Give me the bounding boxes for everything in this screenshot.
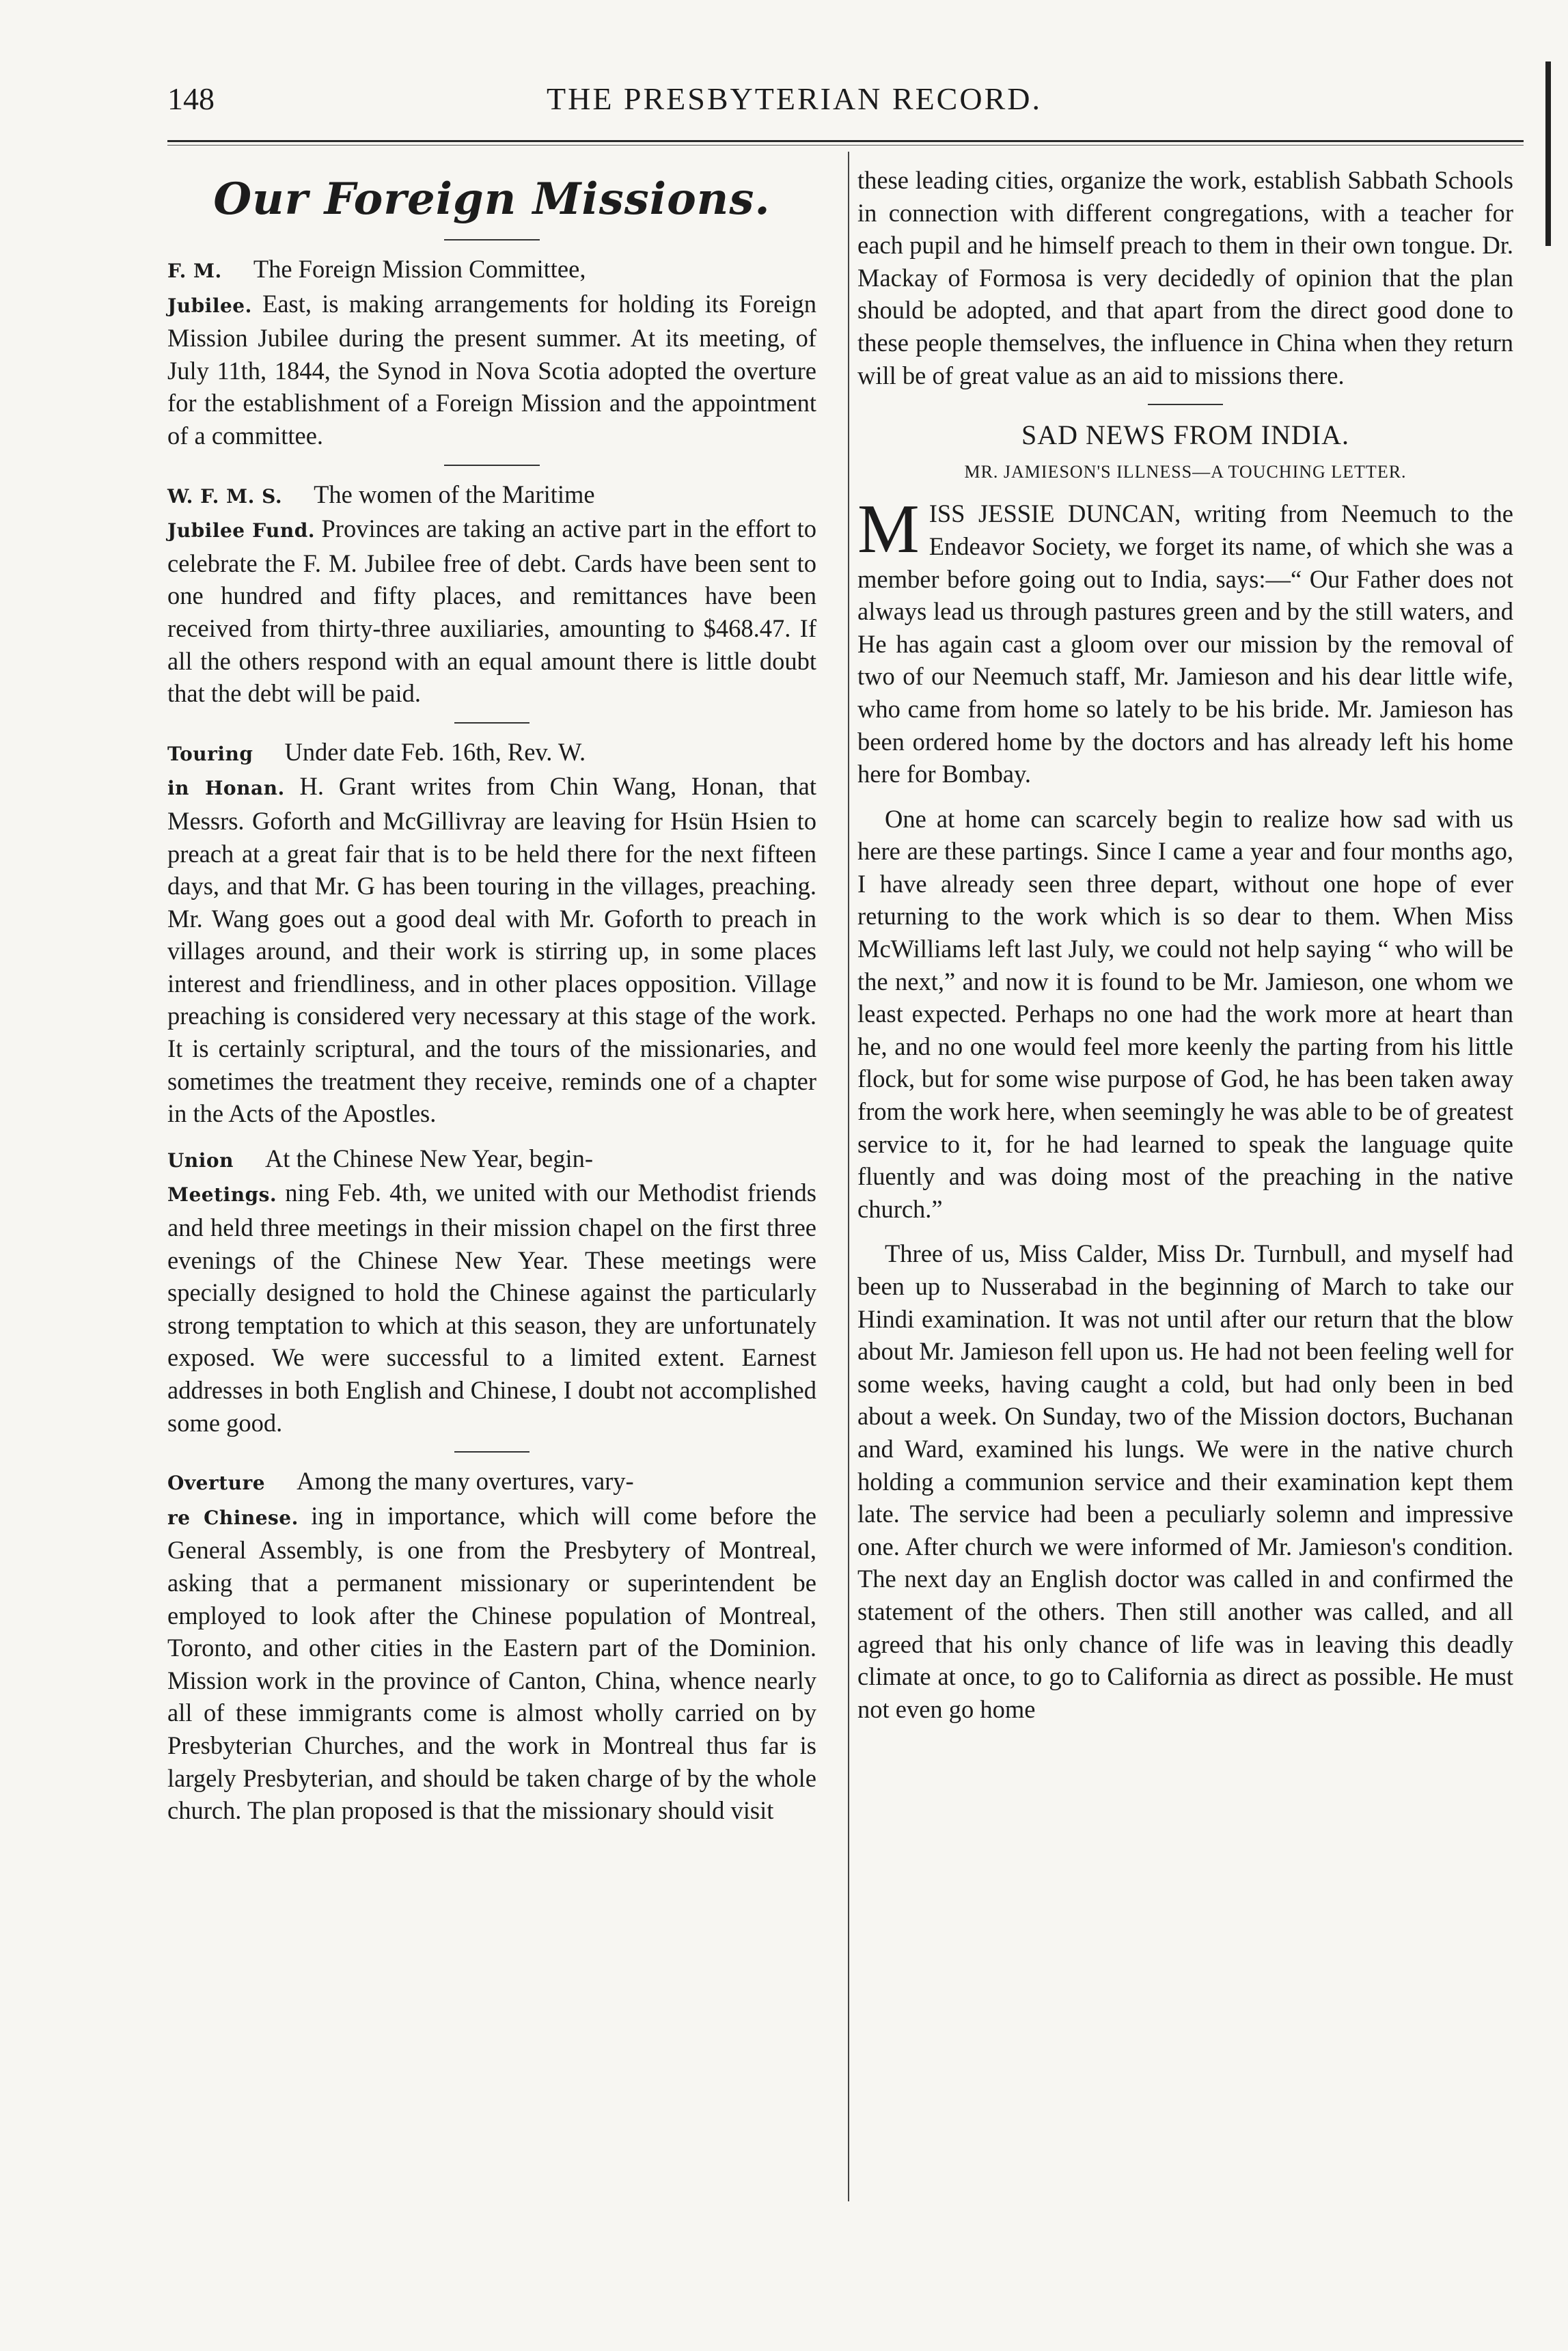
page-number: 148 — [167, 81, 215, 116]
item-text: H. Grant writes from Chin Wang, Honan, that Messrs. Goforth and McGillivray are leaving for Hsün Hsien to preach at a great fair that is to be held there for the next fifteen days, and that Mr. G has been touring in the villages, preaching. Mr. Wang goes out a good deal with Mr. Goforth to preach in villages around, and their work is stirring up, in some places interest and friendliness, and in other places opposition. Village preaching is considered very necessary at this stage of the work. It is certainly scriptural, and the tours of the missionaries, and sometimes the treatment they receive, reminds one of a chapter in the Acts of the Apostles. — [167, 772, 817, 1128]
article-paragraph: MISS JESSIE DUNCAN, writing from Neemuch to the Endeavor Society, we forget its name, of which she was a member before going out to India, says:—“ Our Father does not always lead us through pastures green and by the still waters, and He has again cast a gloom over our mission by the removal of two of our Neemuch staff, Mr. Jamieson and his dear little wife, who came from home so lately to be his bride. Mr. Jamieson has been ordered home by the doctors and has already left his home here for Bombay. — [857, 491, 1513, 788]
news-item — [167, 1142, 816, 1439]
item-text: Under date Feb. 16th, Rev. W. — [284, 737, 586, 766]
page-header — [0, 81, 1568, 122]
article-paragraph: Three of us, Miss Calder, Miss Dr. Turnbull, and myself had been up to Nusserabad in the beginning of March to take our Hindi examination. It was not until after our return that the blow about Mr. Jamieson fell upon us. He had not been feeling well for some weeks, having caught a cold, but had only been in bed about a week. On Sunday, two of the Mission doctors, Buchanan and Ward, examined his lungs. We were in the native church holding a communion service and their examination kept them late. The service had been a peculiarly solemn and impressive one. After church we were informed of Mr. Jamieson's condition. The next day an English doctor was called in and confirmed the statement of the others. Then still another was called, and all agreed that his only chance of life was in leaving this deadly climate at once, to go to California as direct as possible. He must not even go home — [857, 1239, 1513, 1723]
item-text: Provinces are taking an active part in the effort to celebrate the F. M. Jubilee free of debt. Cards have been sent to one hundred and fifty places, and remittances have been received from thirty-three auxiliaries, amounting to $468.47. If all the others respond with an equal amount there is little doubt that the debt will be paid. — [167, 514, 817, 708]
article-subtitle: MR. JAMIESON'S ILLNESS—A TOUCHING LETTER. — [964, 461, 1407, 482]
news-item — [167, 253, 816, 452]
separator — [454, 722, 529, 724]
sidenote-label: Meetings. — [167, 1183, 277, 1207]
continued-text: these leading cities, organize the work, establish Sabbath Schools in connection with different congregations, with a teacher for each pupil and he himself preach to them in their own tongue. Dr. Mackay of Formosa is very decidedly of opinion that the plan should be adopted, and that apart from the direct good done to these people themselves, the influence in China when they return will be of great value as an aid to missions there. — [857, 166, 1513, 389]
item-text: The Foreign Mission Committee, — [253, 255, 586, 283]
left-column — [167, 164, 816, 1839]
column-divider — [848, 152, 849, 2201]
sidenote-label: Union — [167, 1149, 234, 1172]
item-text: ing in importance, which will come before the General Assembly, is one from the Presbytery of Montreal, asking that a permanent missionary or superintendent be employed to look after the Chinese population of Montreal, Toronto, and other cities in the Eastern part of the Dominion. Mission work in the province of Canton, China, whence nearly all of these immigrants come is almost wholly carried on by Presbyterian Churches, and the work in Montreal thus far is largely Presbyterian, and should be taken charge of by the whole church. The plan proposed is that the missionary should visit — [167, 1501, 816, 1825]
news-item — [167, 478, 816, 710]
item-text: The women of the Maritime — [314, 480, 595, 508]
right-column — [857, 164, 1513, 1737]
separator — [444, 465, 540, 466]
sidenote-label: in Honan. — [167, 777, 285, 800]
sidenote-label: Jubilee. — [167, 294, 252, 317]
sidenote-label: re Chinese. — [167, 1506, 299, 1529]
journal-title: THE PRESBYTERIAN RECORD. — [547, 81, 1042, 116]
article-title: SAD NEWS FROM INDIA. — [1021, 420, 1350, 451]
news-item — [167, 736, 816, 1130]
news-item — [167, 1465, 816, 1827]
sidenote-label: Overture — [167, 1472, 266, 1495]
drop-cap: M — [857, 491, 920, 568]
sidenote-label: F. M. — [167, 260, 222, 282]
separator — [444, 239, 540, 240]
item-text: ning Feb. 4th, we united with our Methodist friends and held three meetings in their mission chapel on the first three evenings of the Chinese New Year. These meetings were specially designed to hold the Chinese against the particularly strong temptation to which at this season, they are unfortunately exposed. We were successful to a limited extent. Earnest addresses in both English and Chinese, I doubt not accomplished some good. — [167, 1179, 817, 1437]
sidenote-label: Jubilee Fund. — [167, 519, 316, 542]
sidenote-label: Touring — [167, 742, 253, 765]
header-rule — [167, 140, 1524, 142]
item-text: At the Chinese New Year, begin- — [264, 1144, 593, 1172]
item-text: East, is making arrangements for holding its Foreign Mission Jubilee during the present summer. At its meeting, of July 11th, 1844, the Synod in Nova Scotia adopted the overture for the establishment of a Foreign Mission and the appointment of a committee. — [167, 289, 817, 450]
article-paragraph: One at home can scarcely begin to realize how sad with us here are these partings. Since I came a year and four months ago, I have already seen three depart, without one hope of ever returning to the work which is so dear to them. When Miss McWilliams left last July, we could not help saying “ who will be the next,” and now it is found to be Mr. Jamieson, one whom we least expected. Perhaps no one had the work more at heart than he, and no one would feel more keenly the parting from his little flock, but for some wise purpose of God, he has been taken away from the work here, when seemingly he was able to be of greatest service to it, for he had learned to speak the language quite fluently and was doing most of the preaching in the native church.” — [857, 804, 1513, 1223]
separator — [1148, 404, 1223, 405]
sidenote-label: W. F. M. S. — [167, 484, 283, 508]
section-title: Our Foreign Missions. — [213, 174, 771, 225]
separator — [454, 1451, 529, 1453]
item-text: Among the many overtures, vary- — [297, 1467, 634, 1496]
page-edge-mark — [1545, 61, 1551, 246]
header-rule-thin — [167, 145, 1524, 146]
